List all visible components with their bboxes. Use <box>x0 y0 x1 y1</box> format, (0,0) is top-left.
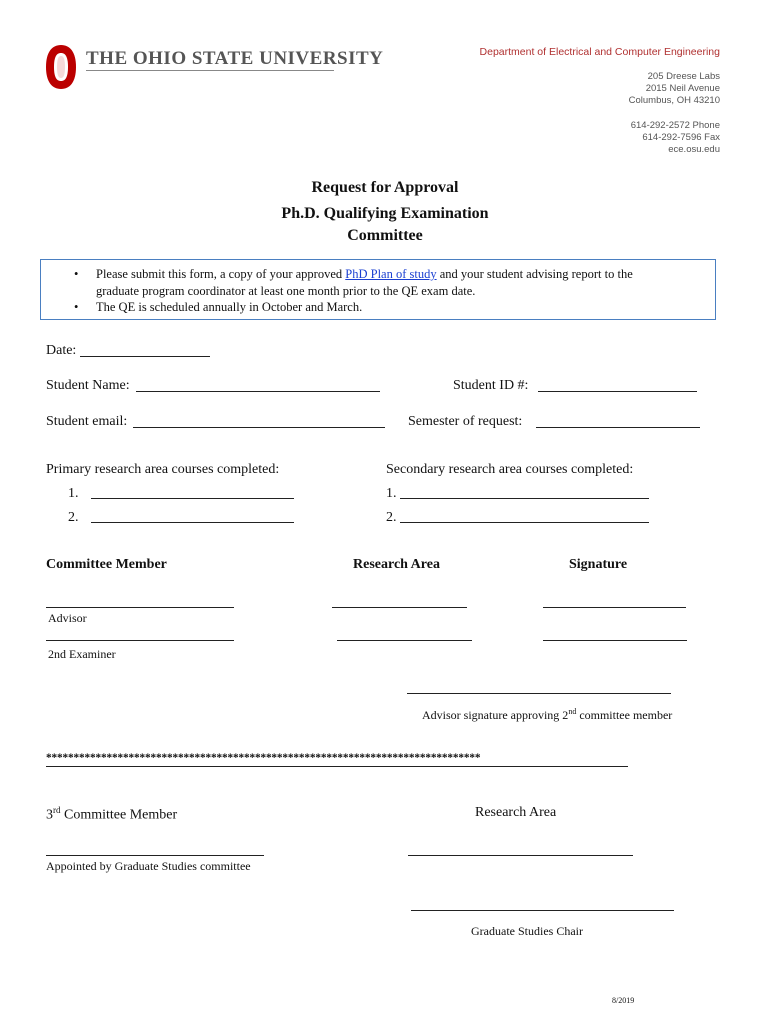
second-examiner-area-field[interactable] <box>337 640 472 641</box>
address-line: Columbus, OH 43210 <box>628 95 720 106</box>
signature-header: Signature <box>569 557 628 572</box>
third-member-superscript: rd <box>53 805 61 815</box>
second-examiner-signature-field[interactable] <box>543 640 687 641</box>
asterisk-separator: ******************************************************************************* <box>46 752 481 764</box>
secondary-course-1-field[interactable] <box>400 498 649 499</box>
committee-member-header: Committee Member <box>46 557 167 572</box>
address-line: 205 Dreese Labs <box>647 71 720 82</box>
third-member-research-area-label: Research Area <box>475 805 557 820</box>
advisor-label: Advisor <box>48 611 87 625</box>
secondary-course-number: 1. <box>386 486 397 501</box>
instruction-item-1 <box>96 266 701 282</box>
student-id-field[interactable] <box>538 391 697 392</box>
secondary-courses-label: Secondary research area courses completed: <box>386 462 634 477</box>
department-contact <box>631 120 720 156</box>
university-name: THE OHIO STATE UNIVERSITY <box>86 48 384 69</box>
advisor-approval-signature-field[interactable] <box>407 693 671 694</box>
third-member-text: Committee Member <box>60 807 178 823</box>
bullet-dot: • <box>74 267 79 281</box>
form-title-line1: Request for Approval <box>311 179 459 196</box>
approval-text: committee member <box>576 708 673 722</box>
separator-rule <box>46 766 628 767</box>
instruction-text: and your student advising report to the <box>436 267 633 281</box>
semester-label: Semester of request: <box>408 414 523 429</box>
student-email-field[interactable] <box>133 427 385 428</box>
instruction-text: Please submit this form, a copy of your approved <box>96 267 346 281</box>
plan-of-study-link[interactable]: PhD Plan of study <box>345 267 437 281</box>
appointed-label: Appointed by Graduate Studies committee <box>46 859 251 873</box>
secondary-course-2-field[interactable] <box>400 522 649 523</box>
third-member-name-field[interactable] <box>46 855 264 856</box>
advisor-area-field[interactable] <box>332 607 467 608</box>
form-version: 8/2019 <box>612 996 635 1005</box>
advisor-name-field[interactable] <box>46 607 234 608</box>
student-name-field[interactable] <box>136 391 380 392</box>
date-field[interactable] <box>80 356 210 357</box>
address-line: 2015 Neil Avenue <box>645 83 720 94</box>
website-link[interactable]: ece.osu.edu <box>668 144 720 155</box>
second-examiner-name-field[interactable] <box>46 640 234 641</box>
approval-superscript: nd <box>568 707 577 716</box>
student-email-label: Student email: <box>46 414 128 429</box>
phone-number: 614-292-2572 Phone <box>630 120 720 131</box>
department-address <box>629 71 720 107</box>
fax-number: 614-292-7596 Fax <box>642 132 720 143</box>
secondary-course-number: 2. <box>386 510 397 525</box>
chair-signature-field[interactable] <box>411 910 674 911</box>
research-area-header: Research Area <box>353 557 440 572</box>
student-name-label: Student Name: <box>46 378 130 393</box>
advisor-signature-field[interactable] <box>543 607 686 608</box>
third-member-area-field[interactable] <box>408 855 633 856</box>
semester-field[interactable] <box>536 427 700 428</box>
primary-course-2-field[interactable] <box>91 522 294 523</box>
primary-course-number: 1. <box>68 486 79 501</box>
date-label: Date: <box>46 343 77 358</box>
osu-logo-icon <box>44 44 78 90</box>
student-id-label: Student ID #: <box>453 378 529 393</box>
third-member-number: 3 <box>46 807 53 823</box>
advisor-approval-label <box>422 707 672 723</box>
chair-label: Graduate Studies Chair <box>471 924 583 938</box>
primary-courses-label: Primary research area courses completed: <box>46 462 280 477</box>
bullet-dot: • <box>74 300 79 314</box>
university-underline <box>86 70 334 71</box>
form-title-line2: Ph.D. Qualifying Examination <box>281 205 489 222</box>
department-name: Department of Electrical and Computer Engineering <box>479 46 720 58</box>
instruction-item-1-continued: graduate program coordinator at least one month prior to the QE exam date. <box>96 284 476 298</box>
form-title-line3: Committee <box>347 227 423 244</box>
instruction-item-2: The QE is scheduled annually in October and March. <box>96 300 363 314</box>
primary-course-1-field[interactable] <box>91 498 294 499</box>
primary-course-number: 2. <box>68 510 79 525</box>
approval-text: Advisor signature approving 2 <box>422 708 569 722</box>
third-member-label <box>46 805 177 824</box>
second-examiner-label: 2nd Examiner <box>48 647 116 661</box>
